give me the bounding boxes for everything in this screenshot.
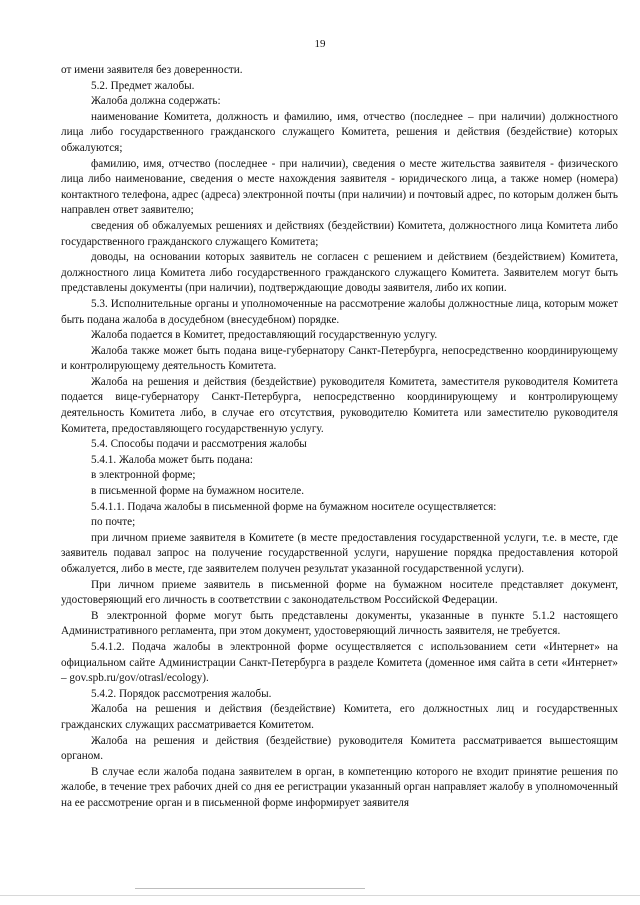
paragraph: Жалоба также может быть подана вице-губернатору Санкт-Петербурга, непосредственно координирующему и контролирующему деятельность Комитета. xyxy=(61,344,618,373)
page-number: 19 xyxy=(314,38,326,50)
paragraph: При личном приеме заявитель в письменной форме на бумажном носителе представляет документ, удостоверяющий его личность в соответствии с законодательством Российской Федерации. xyxy=(61,578,618,607)
paragraph: Жалоба должна содержать: xyxy=(91,95,221,108)
paragraph: доводы, на основании которых заявитель не согласен с решением и действием (бездействием) Комитета, должностного лица Комитета либо государственного гражданского служащего Комитета. Заявителем могут быть представлены документы (при наличии), подтверждающие доводы заявителя, либо их копии. xyxy=(61,251,618,295)
paragraph: 5.4.1.1. Подача жалобы в письменной форме на бумажном носителе осуществляется: xyxy=(91,500,497,513)
paragraph: Жалоба на решения и действия (бездействие) руководителя Комитета рассматривается вышестоящим органом. xyxy=(61,734,618,763)
paragraph: В случае если жалоба подана заявителем в орган, в компетенцию которого не входит принятие решения по жалобе, в течение трех рабочих дней со дня ее регистрации указанный орган направляет жалобу в уполномоченный на ее рассмотрение орган и в письменной форме информирует заявителя xyxy=(61,765,618,809)
paragraph: Жалоба на решения и действия (бездействие) руководителя Комитета, заместителя руководителя Комитета подается вице-губернатору Санкт-Петербурга, непосредственно координирующему и контролирующему деятельность Комитета либо, в случае его отсутствия, руководителю Комитета или заместителю руководителя Комитета, предоставляющего государственную услугу. xyxy=(61,375,618,435)
paragraph: 5.4.2. Порядок рассмотрения жалобы. xyxy=(91,687,272,700)
paragraph: по почте; xyxy=(91,516,136,529)
body-text xyxy=(61,63,618,812)
paragraph: 5.4.1.2. Подача жалобы в электронной форме осуществляется с использованием сети «Интернет» на официальном сайте Администрации Санкт-Петербурга в разделе Комитета (доменное имя сайта в сети «Интернет» – gov.spb.ru/gov/otrasl/ecology). xyxy=(61,640,618,685)
page-bottom-edge xyxy=(0,895,640,896)
paragraph: 5.4.1. Жалоба может быть подана: xyxy=(91,453,254,466)
paragraph: 5.3. Исполнительные органы и уполномоченные на рассмотрение жалобы должностные лица, которым может быть подана жалоба в досудебном (внесудебном) порядке. xyxy=(61,297,618,326)
paragraph: В электронной форме могут быть представлены документы, указанные в пункте 5.1.2 настоящего Административного регламента, при этом документ, удостоверяющий личность заявителя, не требуется. xyxy=(61,609,618,638)
paragraph: фамилию, имя, отчество (последнее - при наличии), сведения о месте жительства заявителя - физического лица либо наименование, сведения о месте нахождения заявителя - юридического лица, а также номер (номера) контактного телефона, адрес (адреса) электронной почты (при наличии) и почтовый адрес, по которым должен быть направлен ответ заявителю; xyxy=(61,157,618,217)
paragraph: в электронной форме; xyxy=(91,469,196,482)
paragraph: при личном приеме заявителя в Комитете (в месте предоставления государственной услуги, т.е. в месте, где заявитель подавал запрос на получение государственной услуги, нарушение порядка предоставления которой обжалуется, либо в месте, где заявителем получен результат указанной государственной услуги). xyxy=(61,531,618,575)
paragraph: 5.2. Предмет жалобы. xyxy=(91,79,195,92)
paragraph: сведения об обжалуемых решениях и действиях (бездействии) Комитета, должностного лица Комитета либо государственного гражданского служащего Комитета; xyxy=(61,219,618,248)
paragraph: наименование Комитета, должность и фамилию, имя, отчество (последнее – при наличии) должностного лица либо государственного гражданского служащего Комитета, решения и действия (бездействие) которых обжалуются; xyxy=(61,110,618,154)
paragraph: в письменной форме на бумажном носителе. xyxy=(91,485,305,498)
scan-line xyxy=(135,888,365,889)
paragraph: Жалоба на решения и действия (бездействие) Комитета, его должностных лиц и государственных гражданских служащих рассматривается Комитетом. xyxy=(61,703,618,731)
paragraph: от имени заявителя без доверенности. xyxy=(61,64,243,76)
paragraph: 5.4. Способы подачи и рассмотрения жалобы xyxy=(91,438,307,451)
paragraph: Жалоба подается в Комитет, предоставляющий государственную услугу. xyxy=(91,329,438,342)
